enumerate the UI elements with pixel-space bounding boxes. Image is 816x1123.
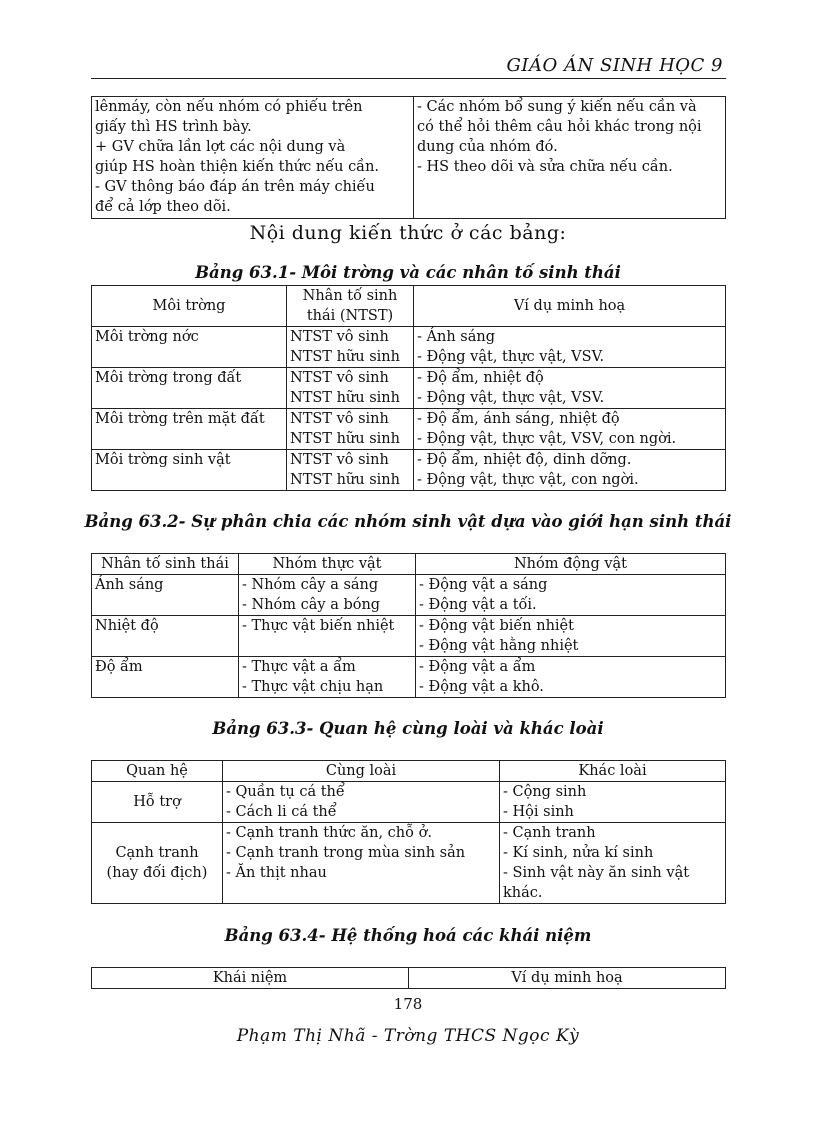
relation-cell — [92, 823, 223, 904]
env-cell: Môi trờng nớc — [92, 327, 287, 368]
factor-cell — [287, 450, 414, 491]
header-line: Nhân tố sinh — [302, 288, 398, 304]
text-line: NTST vô sinh — [290, 329, 389, 345]
text-line: - Động vật, thực vật, VSV. — [417, 390, 605, 406]
example-cell — [414, 368, 726, 409]
table-header-row — [92, 761, 726, 782]
animals-cell — [416, 616, 726, 657]
text-line: có thể hỏi thêm câu hỏi khác trong nội — [417, 119, 702, 135]
table-header-row — [92, 286, 726, 327]
text-line: - Các nhóm bổ sung ý kiến nếu cần và — [417, 99, 697, 115]
text-line: - Nhóm cây a bóng — [242, 597, 381, 613]
text-line: NTST vô sinh — [290, 411, 389, 427]
example-cell — [414, 450, 726, 491]
text-line: NTST vô sinh — [290, 370, 389, 386]
table3-caption: Bảng 63.3- Quan hệ cùng loài và khác loài — [212, 719, 604, 738]
other-species-cell — [500, 823, 726, 904]
col-header-relation: Quan hệ — [92, 761, 223, 782]
table-row — [92, 450, 726, 491]
env-cell: Môi trờng trên mặt đất — [92, 409, 287, 450]
text-line: - Độ ẩm, nhiệt độ — [417, 370, 544, 386]
text-line: - Kí sinh, nửa kí sinh — [503, 845, 654, 861]
header-rule — [91, 78, 726, 79]
text-line: - HS theo dõi và sửa chữa nếu cần. — [417, 159, 673, 175]
table-row — [92, 409, 726, 450]
text-line: - Động vật a khô. — [419, 679, 544, 695]
text-line: lênmáy, còn nếu nhóm có phiếu trên — [95, 99, 363, 115]
text-line: NTST hữu sinh — [290, 472, 400, 488]
header-line: thái (NTST) — [306, 308, 394, 324]
table-row — [92, 97, 726, 219]
text-line: - Thực vật biến nhiệt — [242, 618, 395, 634]
student-activity-cell — [414, 97, 726, 219]
table1-caption: Bảng 63.1- Môi trờng và các nhân tố sinh thái — [195, 263, 621, 282]
text-line: - Cạnh tranh thức ăn, chỗ ở. — [226, 825, 432, 841]
table-header-row — [92, 554, 726, 575]
factor-cell: Độ ẩm — [92, 657, 239, 698]
text-line: - Nhóm cây a sáng — [242, 577, 379, 593]
text-line: để cả lớp theo dõi. — [95, 199, 231, 215]
table-row — [92, 368, 726, 409]
other-species-cell — [500, 782, 726, 823]
table-header-row — [92, 968, 726, 989]
animals-cell — [416, 575, 726, 616]
factor-cell: Ánh sáng — [92, 575, 239, 616]
text-line: - Độ ẩm, ánh sáng, nhiệt độ — [417, 411, 620, 427]
text-line: khác. — [503, 885, 543, 901]
table-63-2 — [91, 553, 726, 698]
same-species-cell — [223, 782, 500, 823]
text-line: - Hội sinh — [503, 804, 574, 820]
text-line: - Động vật a ẩm — [419, 659, 536, 675]
text-line: - Ánh sáng — [417, 329, 495, 345]
col-header-factor — [287, 286, 414, 327]
text-line: NTST vô sinh — [290, 452, 389, 468]
env-cell: Môi trờng trong đất — [92, 368, 287, 409]
document-header: GIÁO ÁN SINH HỌC 9 — [506, 55, 723, 76]
text-line: - Cách li cá thể — [226, 804, 337, 820]
example-cell — [414, 409, 726, 450]
text-line: - Sinh vật này ăn sinh vật — [503, 865, 690, 881]
text-line: Hỗ trợ — [133, 794, 181, 810]
text-line: dung của nhóm đó. — [417, 139, 558, 155]
plants-cell — [239, 616, 416, 657]
text-line: - Thực vật a ẩm — [242, 659, 356, 675]
table-row — [92, 657, 726, 698]
text-line: - Động vật, thực vật, VSV, con ngời. — [417, 431, 677, 447]
factor-cell — [287, 409, 414, 450]
col-header-environment: Môi trờng — [92, 286, 287, 327]
text-line: - Thực vật chịu hạn — [242, 679, 384, 695]
table-63-4 — [91, 967, 726, 989]
text-line: Cạnh tranh — [115, 845, 199, 861]
text-line: (hay đối địch) — [106, 865, 208, 881]
relation-cell — [92, 782, 223, 823]
text-line: + GV chữa lần lợt các nội dung và — [95, 139, 346, 155]
text-line: - Quần tụ cá thể — [226, 784, 345, 800]
text-line: giấy thì HS trình bày. — [95, 119, 252, 135]
col-header-example: Ví dụ minh hoạ — [414, 286, 726, 327]
text-line: - Cạnh tranh trong mùa sinh sản — [226, 845, 466, 861]
animals-cell — [416, 657, 726, 698]
factor-cell — [287, 327, 414, 368]
text-line: - Cạnh tranh — [503, 825, 596, 841]
page-number: 178 — [393, 995, 423, 1013]
table-row — [92, 616, 726, 657]
col-header-concept: Khái niệm — [92, 968, 409, 989]
col-header-other-species: Khác loài — [500, 761, 726, 782]
text-line: - Độ ẩm, nhiệt độ, dinh dỡng. — [417, 452, 632, 468]
plants-cell — [239, 657, 416, 698]
factor-cell: Nhiệt độ — [92, 616, 239, 657]
document-footer: Phạm Thị Nhã - Trờng THCS Ngọc Kỳ — [236, 1026, 580, 1046]
table-row — [92, 575, 726, 616]
text-line: - GV thông báo đáp án trên máy chiếu — [95, 179, 375, 195]
col-header-animals: Nhóm động vật — [416, 554, 726, 575]
text-line: - Ăn thịt nhau — [226, 865, 327, 881]
col-header-factor: Nhân tố sinh thái — [92, 554, 239, 575]
plants-cell — [239, 575, 416, 616]
text-line: - Động vật hằng nhiệt — [419, 638, 579, 654]
example-cell — [414, 327, 726, 368]
table-row — [92, 823, 726, 904]
table-63-3 — [91, 760, 726, 904]
text-line: NTST hữu sinh — [290, 349, 400, 365]
activity-table — [91, 96, 726, 219]
col-header-example: Ví dụ minh hoạ — [409, 968, 726, 989]
table2-caption: Bảng 63.2- Sự phân chia các nhóm sinh vật dựa vào giới hạn sinh thái — [84, 512, 732, 531]
text-line: - Động vật a sáng — [419, 577, 548, 593]
text-line: NTST hữu sinh — [290, 390, 400, 406]
text-line: NTST hữu sinh — [290, 431, 400, 447]
factor-cell — [287, 368, 414, 409]
text-line: - Động vật biến nhiệt — [419, 618, 574, 634]
text-line: - Động vật a tối. — [419, 597, 537, 613]
table4-caption: Bảng 63.4- Hệ thống hoá các khái niệm — [224, 926, 592, 945]
table-row — [92, 327, 726, 368]
text-line: - Cộng sinh — [503, 784, 587, 800]
text-line: giúp HS hoàn thiện kiến thức nếu cần. — [95, 159, 380, 175]
text-line: - Động vật, thực vật, con ngời. — [417, 472, 639, 488]
section-title: Nội dung kiến thức ở các bảng: — [249, 222, 567, 244]
col-header-plants: Nhóm thực vật — [239, 554, 416, 575]
col-header-same-species: Cùng loài — [223, 761, 500, 782]
teacher-activity-cell — [92, 97, 414, 219]
same-species-cell — [223, 823, 500, 904]
env-cell: Môi trờng sinh vật — [92, 450, 287, 491]
table-row — [92, 782, 726, 823]
table-63-1 — [91, 285, 726, 491]
text-line: - Động vật, thực vật, VSV. — [417, 349, 605, 365]
